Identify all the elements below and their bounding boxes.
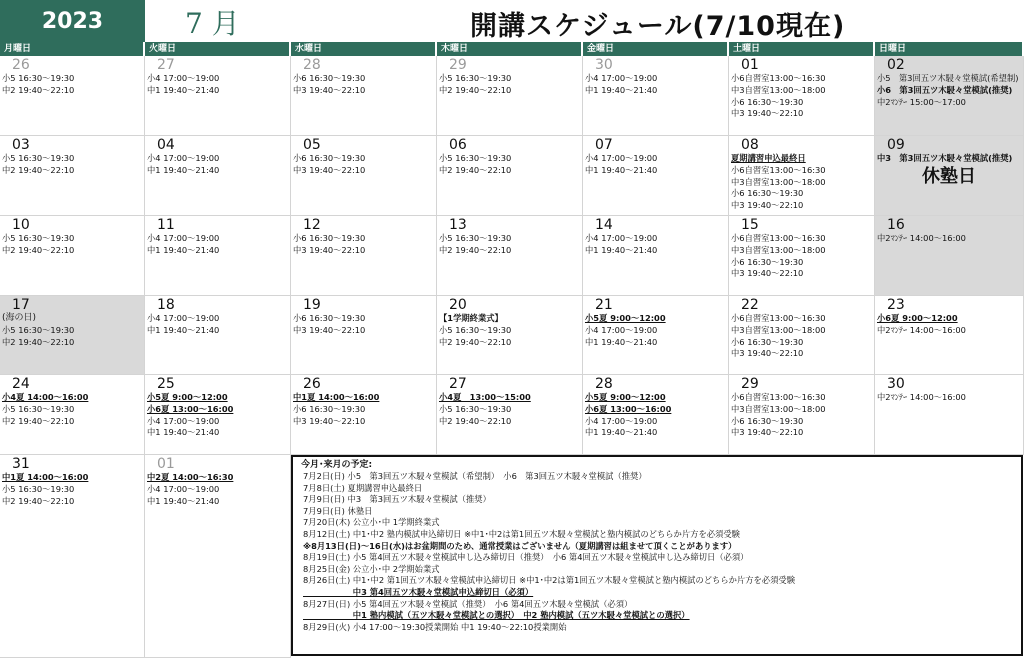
schedule-entry: 小6 16:30～19:30	[731, 415, 804, 426]
schedule-entry: 小4 17:00～19:00	[585, 153, 658, 163]
schedule-entry: 小4 17:00～19:00	[147, 73, 220, 83]
schedule-entry: 小5 16:30～19:30	[439, 324, 512, 335]
schedule-entry: 中1 19:40～21:40	[147, 324, 220, 335]
calendar-day-cell	[0, 136, 145, 216]
upcoming-schedule-item: 7月9日(日) 休塾日	[303, 505, 373, 516]
schedule-entry: 小6夏 13:00～16:00	[147, 403, 234, 414]
upcoming-schedule-item: 8月29日(火) 小4 17:00～19:30授業開始 中1 19:40～22:10授業開始	[303, 621, 567, 632]
day-number: 31	[12, 456, 30, 472]
day-number: 16	[887, 217, 905, 233]
upcoming-schedule-item: 7月20日(木) 公立小･中 1学期終業式	[303, 517, 440, 528]
calendar-day-cell	[437, 56, 583, 136]
calendar-day-cell	[437, 136, 583, 216]
schedule-entry: 中1 19:40～21:40	[585, 244, 658, 255]
calendar-day-cell	[437, 216, 583, 296]
schedule-entry: 中1夏 14:00～16:00	[293, 392, 380, 402]
day-number: 29	[741, 376, 759, 392]
upcoming-schedule-item: 8月12日(土) 中1･中2 塾内模試申込締切日 ※中1･中2は第1回五ツ木駸々堂模試と塾内模試のどちらか片方を必須受験	[303, 528, 740, 539]
day-number: 18	[157, 297, 175, 313]
upcoming-schedule-item: 8月26日(土) 中1･中2 第1回五ツ木駸々堂模試申込締切日 ※中1･中2は第1回五ツ木駸々堂模試と塾内模試のどちらか片方を必須受験	[303, 575, 795, 586]
schedule-entry: 小4 17:00～19:00	[585, 233, 658, 243]
schedule-entry: 小4 17:00～19:00	[147, 233, 220, 243]
schedule-entry: 小4 17:00～19:00	[585, 73, 658, 83]
schedule-entry: 小6 16:30～19:30	[293, 233, 366, 243]
weekday-header: 水曜日	[291, 42, 435, 56]
weekday-header: 木曜日	[437, 42, 581, 56]
day-number: 14	[595, 217, 613, 233]
schedule-entry: 中2ﾏﾝﾃｰ 14:00～16:00	[877, 324, 966, 335]
day-number: 30	[595, 57, 613, 73]
closed-day-label: 休塾日	[922, 165, 976, 187]
calendar-day-cell	[583, 375, 729, 455]
calendar-day-cell	[437, 375, 583, 455]
schedule-entry: 中1 19:40～21:40	[585, 84, 658, 95]
schedule-entry: 中1 19:40～21:40	[147, 164, 220, 175]
schedule-entry: 小6自習室13:00～16:30	[731, 73, 826, 83]
day-number: 26	[303, 376, 321, 392]
schedule-entry: 小5夏 9:00～12:00	[585, 392, 666, 402]
schedule-entry: 小6自習室13:00～16:30	[731, 164, 826, 175]
schedule-entry: 小5 16:30～19:30	[2, 153, 75, 163]
schedule-entry: 中3 19:40～22:10	[293, 84, 366, 95]
schedule-entry: 小5 16:30～19:30	[2, 483, 75, 494]
schedule-entry: 中2 19:40～22:10	[2, 415, 75, 426]
calendar-day-cell	[729, 375, 875, 455]
calendar-day-cell	[729, 56, 875, 136]
day-number: 17	[12, 297, 30, 313]
schedule-entry: 中2ﾏﾝﾃｰ 14:00～16:00	[877, 392, 966, 402]
upcoming-schedule-item: 8月27日(日) 小5 第4回五ツ木駸々堂模試（推奨） 小6 第4回五ツ木駸々堂模試（必須）	[303, 598, 633, 609]
schedule-entry: 小5 16:30～19:30	[439, 73, 512, 83]
day-number: 26	[12, 57, 30, 73]
day-number: 12	[303, 217, 321, 233]
weekday-header: 金曜日	[583, 42, 727, 56]
schedule-entry: 中2 19:40～22:10	[2, 495, 75, 506]
schedule-entry: 小6 16:30～19:30	[731, 256, 804, 267]
schedule-entry: 中2 19:40～22:10	[439, 164, 512, 175]
calendar-day-cell	[875, 136, 1024, 216]
schedule-entry: 小5 16:30～19:30	[2, 73, 75, 83]
schedule-entry: 中1 19:40～21:40	[147, 244, 220, 255]
day-number: 07	[595, 137, 613, 153]
day-number: 03	[12, 137, 30, 153]
calendar-day-cell	[145, 296, 291, 375]
calendar-day-cell	[145, 136, 291, 216]
schedule-entry: 夏期講習申込最終日	[731, 153, 806, 163]
weekday-header: 月曜日	[0, 42, 143, 56]
day-number: 25	[157, 376, 175, 392]
weekday-header: 土曜日	[729, 42, 873, 56]
calendar-day-cell	[729, 136, 875, 216]
schedule-entry: 小6 16:30～19:30	[293, 403, 366, 414]
day-number: 24	[12, 376, 30, 392]
calendar-day-cell	[875, 375, 1024, 455]
day-number: 27	[449, 376, 467, 392]
schedule-entry: 小6自習室13:00～16:30	[731, 392, 826, 402]
schedule-entry: 中2 19:40～22:10	[439, 84, 512, 95]
schedule-entry: 中1 19:40～21:40	[147, 427, 220, 438]
schedule-entry: 小4 17:00～19:00	[147, 415, 220, 426]
schedule-entry: 中2ﾏﾝﾃｰ 14:00～16:00	[877, 233, 966, 243]
month-label: 7 月	[185, 7, 240, 40]
schedule-entry: 中3自習室13:00～18:00	[731, 244, 826, 255]
day-number: 11	[157, 217, 175, 233]
day-number: 19	[303, 297, 321, 313]
schedule-entry: 小5 16:30～19:30	[2, 324, 75, 335]
day-number: 04	[157, 137, 175, 153]
day-number: 06	[449, 137, 467, 153]
schedule-entry: 中2 19:40～22:10	[2, 164, 75, 175]
day-number: 10	[12, 217, 30, 233]
calendar-day-cell	[291, 375, 437, 455]
schedule-entry: 中1夏 14:00～16:00	[2, 472, 89, 482]
day-number: 15	[741, 217, 759, 233]
schedule-entry: 小5 16:30～19:30	[439, 153, 512, 163]
schedule-entry: 小5 16:30～19:30	[2, 233, 75, 243]
calendar-day-cell	[583, 136, 729, 216]
schedule-entry: 小4 17:00～19:00	[585, 415, 658, 426]
calendar-day-cell	[0, 455, 145, 658]
schedule-entry: 小5 16:30～19:30	[439, 403, 512, 414]
schedule-entry: 中3 19:40～22:10	[293, 164, 366, 175]
schedule-entry: 中1 19:40～21:40	[147, 84, 220, 95]
calendar-day-cell	[0, 296, 145, 375]
schedule-entry: 小6夏 9:00～12:00	[877, 313, 958, 323]
upcoming-schedule-item: 8月19日(土) 小5 第4回五ツ木駸々堂模試申し込み締切日（推奨） 小6 第4回五ツ木駸々堂模試申し込み締切日（必須）	[303, 552, 749, 563]
calendar-day-cell	[437, 296, 583, 375]
schedule-entry: 小5 第3回五ツ木駸々堂模試(希望制)	[877, 73, 1019, 83]
upcoming-schedule-item: 7月8日(土) 夏期講習申込最終日	[303, 482, 423, 493]
schedule-entry: 中2 19:40～22:10	[439, 415, 512, 426]
schedule-entry: 中3 19:40～22:10	[731, 200, 804, 211]
calendar-day-cell	[145, 216, 291, 296]
day-number: 27	[157, 57, 175, 73]
calendar-day-cell	[0, 216, 145, 296]
schedule-entry: 小4 17:00～19:00	[585, 324, 658, 335]
calendar-day-cell	[291, 296, 437, 375]
day-number: 01	[741, 57, 759, 73]
schedule-entry: 中2 19:40～22:10	[439, 336, 512, 347]
day-number: 28	[595, 376, 613, 392]
schedule-entry: 中3 19:40～22:10	[293, 324, 366, 335]
schedule-entry: 中3 19:40～22:10	[731, 108, 804, 119]
schedule-entry: 中3 19:40～22:10	[293, 244, 366, 255]
schedule-entry: 中2 19:40～22:10	[2, 336, 75, 347]
schedule-entry: 中3 19:40～22:10	[731, 427, 804, 438]
upcoming-schedule-item: 7月2日(日) 小5 第3回五ツ木駸々堂模試（希望制） 小6 第3回五ツ木駸々堂模試（推奨）	[303, 471, 647, 481]
schedule-entry: 小6 16:30～19:30	[293, 153, 366, 163]
page-title: 開講スケジュール(7/10現在)	[470, 11, 846, 42]
day-number: 01	[157, 456, 175, 472]
schedule-entry: 小6 第3回五ツ木駸々堂模試(推奨)	[877, 84, 1013, 95]
day-number: 20	[449, 297, 467, 313]
schedule-entry: 中2 19:40～22:10	[2, 84, 75, 95]
schedule-entry: 中2ﾏﾝﾃｰ 15:00～17:00	[877, 96, 966, 107]
schedule-entry: 小5 16:30～19:30	[2, 403, 75, 414]
calendar-day-cell	[729, 296, 875, 375]
weekday-header: 日曜日	[875, 42, 1022, 56]
schedule-entry: 小4夏 13:00～15:00	[439, 392, 531, 402]
year-label: 2023	[0, 0, 145, 42]
calendar-day-cell	[145, 56, 291, 136]
calendar-day-cell	[145, 375, 291, 455]
schedule-entry: 中2夏 14:00～16:30	[147, 472, 234, 482]
schedule-entry: 中3自習室13:00～18:00	[731, 84, 826, 95]
upcoming-schedule-item: 8月25日(金) 公立小･中 2学期始業式	[303, 563, 440, 574]
schedule-entry: 中1 19:40～21:40	[585, 336, 658, 347]
calendar-day-cell	[583, 56, 729, 136]
upcoming-schedule-item: 7月9日(日) 中3 第3回五ツ木駸々堂模試（推奨）	[303, 494, 491, 505]
calendar-day-cell	[583, 216, 729, 296]
schedule-entry: 中3 19:40～22:10	[731, 268, 804, 279]
schedule-entry: 小4夏 14:00～16:00	[2, 392, 89, 402]
calendar-day-cell	[875, 56, 1024, 136]
schedule-entry: 中2 19:40～22:10	[439, 244, 512, 255]
upcoming-schedule-item: 中3 第4回五ツ木駸々堂模試申込締切日（必須）	[303, 586, 534, 597]
schedule-entry: 中3 19:40～22:10	[731, 348, 804, 359]
day-number: 21	[595, 297, 613, 313]
schedule-entry: 小6 16:30～19:30	[731, 188, 804, 199]
day-number: 13	[449, 217, 467, 233]
day-number: 30	[887, 376, 905, 392]
upcoming-schedule-list	[301, 471, 1015, 633]
calendar-day-cell	[291, 216, 437, 296]
schedule-entry: 小5 16:30～19:30	[439, 233, 512, 243]
schedule-entry: 中3 19:40～22:10	[293, 415, 366, 426]
upcoming-schedule-heading: 今月･来月の予定:	[301, 460, 373, 470]
day-number: 29	[449, 57, 467, 73]
upcoming-schedule-item: 中1 塾内模試（五ツ木駸々堂模試との選択） 中2 塾内模試（五ツ木駸々堂模試との選択）	[303, 610, 690, 621]
schedule-entry: 小6 16:30～19:30	[293, 313, 366, 323]
day-number: 22	[741, 297, 759, 313]
calendar-day-cell	[875, 216, 1024, 296]
schedule-entry: 小6自習室13:00～16:30	[731, 233, 826, 243]
schedule-entry: 【1学期終業式】	[439, 313, 503, 323]
schedule-entry: 中3 第3回五ツ木駸々堂模試(推奨)	[877, 153, 1013, 163]
schedule-entry: (海の日)	[2, 313, 37, 323]
schedule-entry: 小6自習室13:00～16:30	[731, 313, 826, 323]
schedule-entry: 中3自習室13:00～18:00	[731, 324, 826, 335]
schedule-entry: 中3自習室13:00～18:00	[731, 176, 826, 187]
schedule-entry: 中2 19:40～22:10	[2, 244, 75, 255]
day-number: 09	[887, 137, 905, 153]
weekday-header: 火曜日	[145, 42, 289, 56]
schedule-entry: 小4 17:00～19:00	[147, 313, 220, 323]
schedule-entry: 小5夏 9:00～12:00	[585, 313, 666, 323]
day-number: 28	[303, 57, 321, 73]
schedule-entry: 小6 16:30～19:30	[731, 336, 804, 347]
day-number: 23	[887, 297, 905, 313]
day-number: 05	[303, 137, 321, 153]
calendar-day-cell	[291, 136, 437, 216]
calendar-day-cell	[291, 56, 437, 136]
calendar-day-cell	[729, 216, 875, 296]
day-number: 08	[741, 137, 759, 153]
calendar-day-cell	[0, 375, 145, 455]
schedule-entry: 小4 17:00～19:00	[147, 153, 220, 163]
schedule-entry: 中1 19:40～21:40	[585, 427, 658, 438]
calendar-day-cell	[145, 455, 291, 658]
schedule-entry: 小5夏 9:00～12:00	[147, 392, 228, 402]
day-number: 02	[887, 57, 905, 73]
schedule-entry: 小6 16:30～19:30	[293, 73, 366, 83]
calendar-day-cell	[583, 296, 729, 375]
calendar-day-cell	[875, 296, 1024, 375]
schedule-entry: 中3自習室13:00～18:00	[731, 403, 826, 414]
schedule-entry: 小4 17:00～19:00	[147, 483, 220, 494]
schedule-entry: 中1 19:40～21:40	[585, 164, 658, 175]
schedule-entry: 小6 16:30～19:30	[731, 96, 804, 107]
upcoming-schedule-box	[291, 455, 1023, 656]
upcoming-schedule-item: ※8月13日(日)～16日(水)はお盆期間のため、通常授業はございません（夏期講習は組ませて頂くことがあります）	[303, 540, 737, 551]
calendar-day-cell	[0, 56, 145, 136]
schedule-entry: 小6夏 13:00～16:00	[585, 403, 672, 414]
schedule-entry: 中1 19:40～21:40	[147, 495, 220, 506]
